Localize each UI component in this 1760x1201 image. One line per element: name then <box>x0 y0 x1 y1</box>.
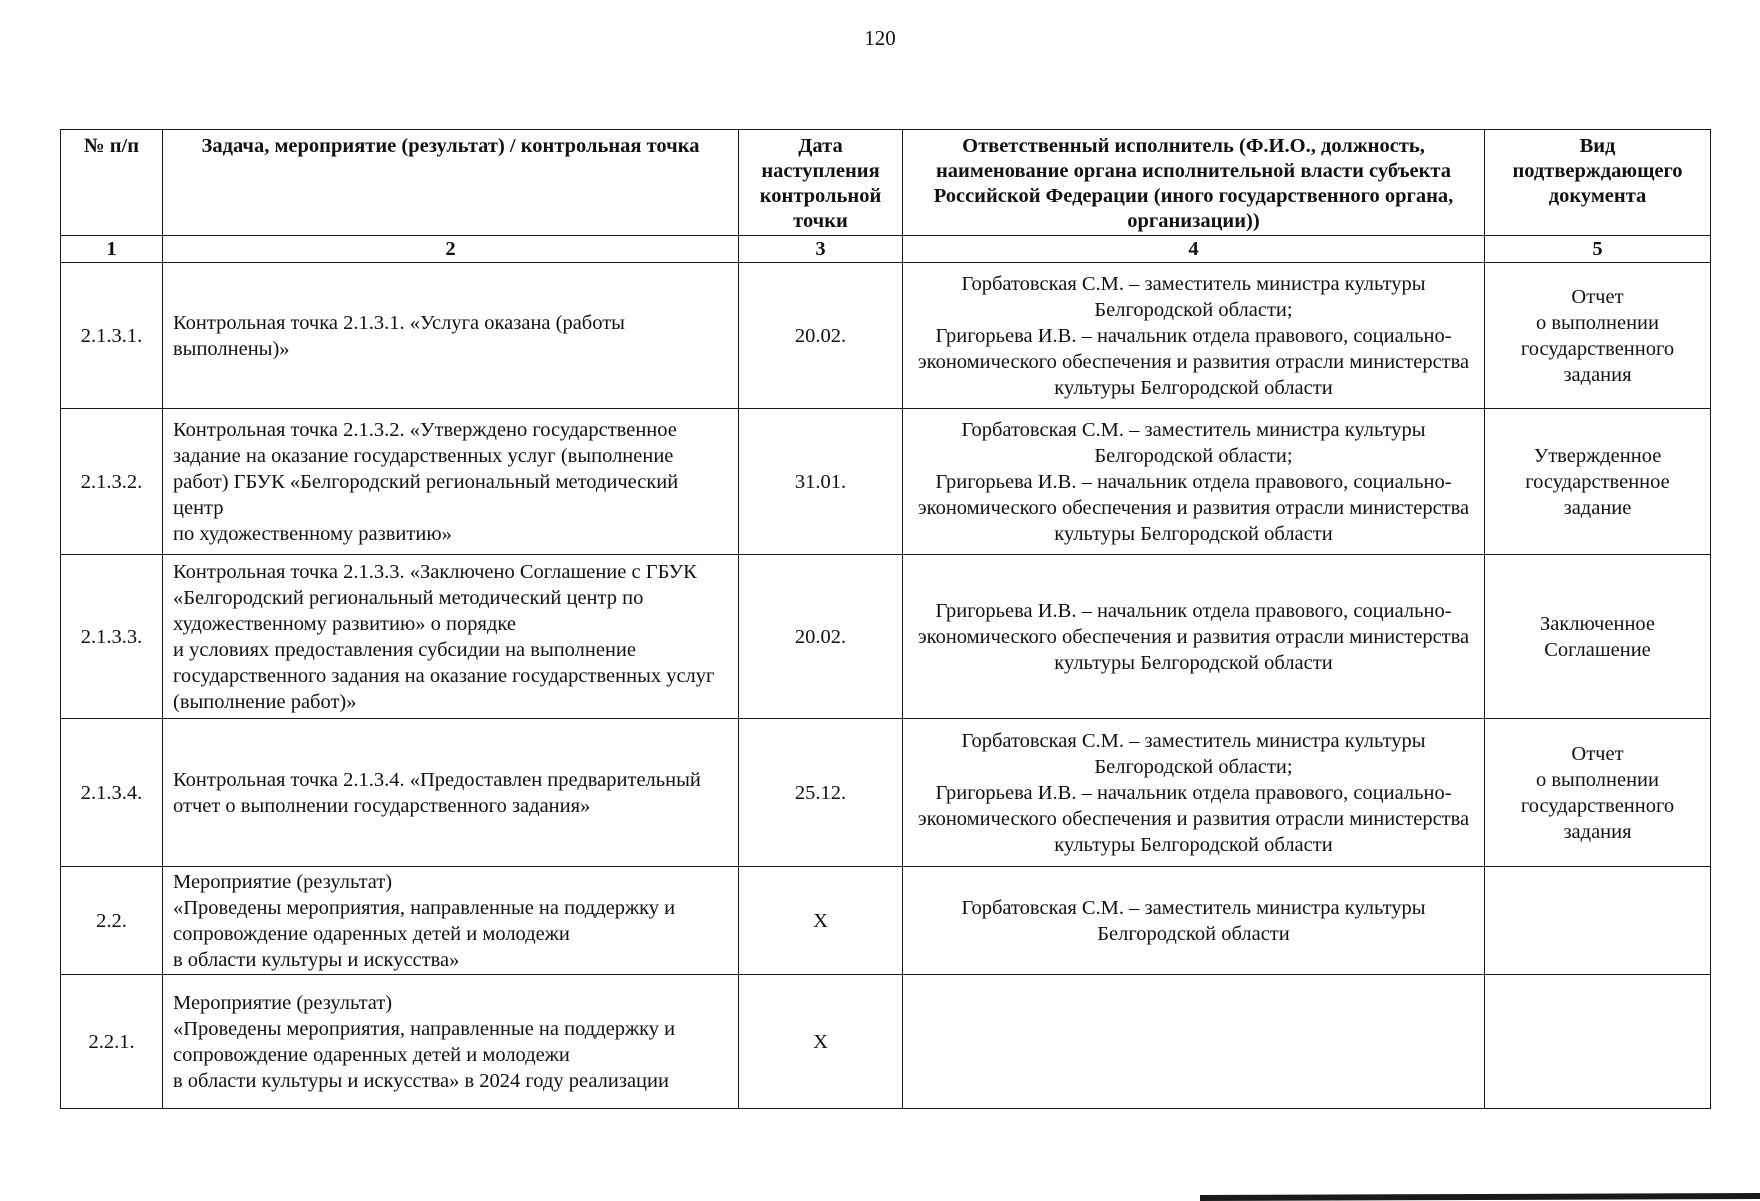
column-number-row <box>61 236 1711 263</box>
row-document <box>1485 975 1711 1109</box>
row-document: Утвержденное государственное задание <box>1485 409 1711 555</box>
table-row <box>61 975 1711 1109</box>
header-number: № п/п <box>61 130 163 236</box>
column-number: 5 <box>1485 236 1711 263</box>
table-row <box>61 409 1711 555</box>
row-document: Заключенное Соглашение <box>1485 555 1711 719</box>
page-number: 120 <box>864 26 896 50</box>
row-date: 31.01. <box>739 409 903 555</box>
column-number: 4 <box>903 236 1485 263</box>
row-responsible: Горбатовская С.М. – заместитель министра культуры Белгородской области; Григорьева И.В. – начальник отдела правового, социально-экономического обеспечения и развития отрасли министерства культуры Белгородской области <box>903 409 1485 555</box>
row-number: 2.1.3.2. <box>61 409 163 555</box>
row-task: Контрольная точка 2.1.3.4. «Предоставлен предварительный отчет о выполнении государственного задания» <box>163 719 739 867</box>
row-date: X <box>739 867 903 975</box>
column-number: 2 <box>163 236 739 263</box>
header-date: Дата наступления контрольной точки <box>739 130 903 236</box>
header-document: Вид подтверждающего документа <box>1485 130 1711 236</box>
row-responsible: Горбатовская С.М. – заместитель министра культуры Белгородской области; Григорьева И.В. – начальник отдела правового, социально-экономического обеспечения и развития отрасли министерства культуры Белгородской области <box>903 719 1485 867</box>
row-task: Мероприятие (результат) «Проведены мероприятия, направленные на поддержку и сопровождение одаренных детей и молодежи в области культуры и искусства» <box>163 867 739 975</box>
row-date: 20.02. <box>739 263 903 409</box>
row-number: 2.2.1. <box>61 975 163 1109</box>
row-task: Контрольная точка 2.1.3.3. «Заключено Соглашение с ГБУК «Белгородский региональный методический центр по художественному развитию» о порядке и условиях предоставления субсидии на выполнение государственного задания на оказание государственных услуг (выполнение работ)» <box>163 555 739 719</box>
table-row <box>61 555 1711 719</box>
table-row <box>61 867 1711 975</box>
row-number: 2.1.3.4. <box>61 719 163 867</box>
row-task: Контрольная точка 2.1.3.2. «Утверждено государственное задание на оказание государственных услуг (выполнение работ) ГБУК «Белгородский региональный методический центр по художественному развитию» <box>163 409 739 555</box>
table-row <box>61 719 1711 867</box>
row-date: 20.02. <box>739 555 903 719</box>
row-document: Отчет о выполнении государственного задания <box>1485 719 1711 867</box>
row-task: Контрольная точка 2.1.3.1. «Услуга оказана (работы выполнены)» <box>163 263 739 409</box>
row-number: 2.1.3.1. <box>61 263 163 409</box>
row-responsible: Горбатовская С.М. – заместитель министра культуры Белгородской области <box>903 867 1485 975</box>
row-document: Отчет о выполнении государственного задания <box>1485 263 1711 409</box>
row-responsible: Горбатовская С.М. – заместитель министра культуры Белгородской области; Григорьева И.В. – начальник отдела правового, социально-экономического обеспечения и развития отрасли министерства культуры Белгородской области <box>903 263 1485 409</box>
header-responsible: Ответственный исполнитель (Ф.И.О., должность, наименование органа исполнительной власти субъекта Российской Федерации (иного государственного органа, организации)) <box>903 130 1485 236</box>
row-responsible <box>903 975 1485 1109</box>
row-date: 25.12. <box>739 719 903 867</box>
row-document <box>1485 867 1711 975</box>
header-task: Задача, мероприятие (результат) / контрольная точка <box>163 130 739 236</box>
table-header-row <box>61 130 1711 236</box>
table-row <box>61 263 1711 409</box>
column-number: 1 <box>61 236 163 263</box>
row-number: 2.1.3.3. <box>61 555 163 719</box>
row-number: 2.2. <box>61 867 163 975</box>
plan-table <box>60 129 1711 1109</box>
row-date: X <box>739 975 903 1109</box>
row-task: Мероприятие (результат) «Проведены мероприятия, направленные на поддержку и сопровождение одаренных детей и молодежи в области культуры и искусства» в 2024 году реализации <box>163 975 739 1109</box>
column-number: 3 <box>739 236 903 263</box>
row-responsible: Григорьева И.В. – начальник отдела правового, социально-экономического обеспечения и развития отрасли министерства культуры Белгородской области <box>903 555 1485 719</box>
